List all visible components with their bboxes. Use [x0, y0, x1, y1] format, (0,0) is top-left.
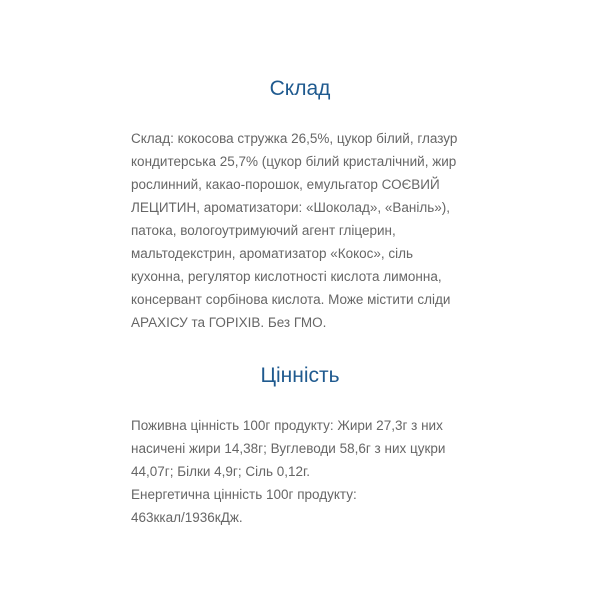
- composition-line: АРАХІСУ та ГОРІХІВ. Без ГМО.: [131, 315, 327, 330]
- composition-line: мальтодекстрин, ароматизатор «Кокос», сіль: [131, 246, 414, 261]
- composition-line: кондитерська 25,7% (цукор білий кристалічний, жир: [131, 154, 457, 169]
- composition-line: рослинний, какао-порошок, емульгатор СОЄВИЙ: [131, 177, 440, 192]
- composition-line: кухонна, регулятор кислотності кислота лимонна,: [131, 269, 442, 284]
- nutrition-heading: Цінність: [260, 364, 340, 387]
- nutrition-line: 44,07г; Білки 4,9г; Сіль 0,12г.: [131, 464, 311, 479]
- nutrition-line: 463ккал/1936кДж.: [131, 510, 243, 525]
- nutrition-line: насичені жири 14,38г; Вуглеводи 58,6г з них цукри: [131, 441, 446, 456]
- composition-heading: Склад: [269, 77, 331, 100]
- nutrition-line: Енергетична цінність 100г продукту:: [131, 487, 357, 502]
- composition-line: патока, вологоутримуючий агент гліцерин,: [131, 223, 396, 238]
- composition-line: Склад: кокосова стружка 26,5%, цукор білий, глазур: [131, 131, 458, 146]
- composition-text: [131, 127, 476, 334]
- composition-line: консервант сорбінова кислота. Може містити сліди: [131, 292, 451, 307]
- composition-line: ЛЕЦИТИН, ароматизатори: «Шоколад», «Ваніль»),: [131, 200, 451, 215]
- nutrition-line: Поживна цінність 100г продукту: Жири 27,3г з них: [131, 418, 443, 433]
- nutrition-text: [131, 414, 476, 529]
